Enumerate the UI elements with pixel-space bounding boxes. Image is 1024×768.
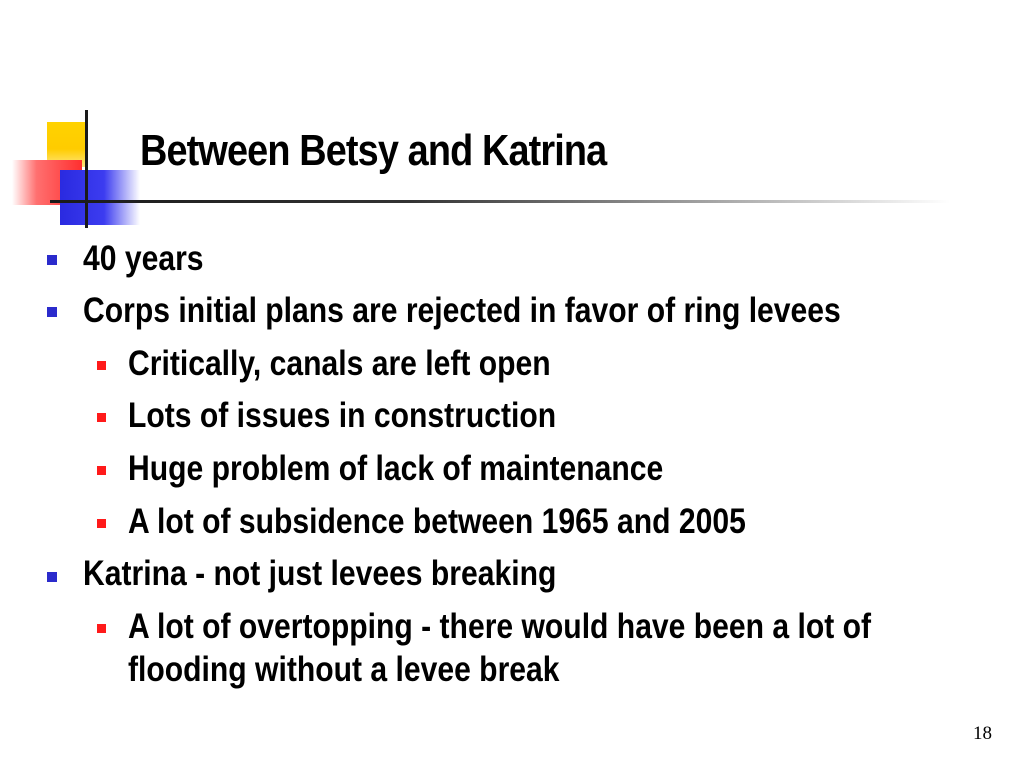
- slide-title: Between Betsy and Katrina: [140, 126, 607, 175]
- bullet-text-level2-continuation: flooding without a levee break: [128, 650, 560, 689]
- bullet-text-level2: Critically, canals are left open: [128, 344, 551, 383]
- slide-logo-decoration: [0, 100, 150, 235]
- bullet-marker: [47, 307, 57, 317]
- bullet-marker: [47, 572, 57, 582]
- bullet-text-level1: Corps initial plans are rejected in favor of ring levees: [83, 291, 841, 330]
- bullet-marker: [97, 413, 106, 422]
- vertical-rule-decoration: [85, 110, 88, 228]
- page-number: 18: [973, 723, 992, 744]
- bullet-marker: [97, 361, 106, 370]
- bullet-marker: [97, 466, 106, 475]
- bullet-text-level2: A lot of overtopping - there would have been a lot of: [128, 607, 872, 646]
- bullet-text-level2: Huge problem of lack of maintenance: [128, 449, 664, 488]
- bullet-text-level2: A lot of subsidence between 1965 and 2005: [128, 502, 746, 541]
- bullet-text-level1: Katrina - not just levees breaking: [83, 554, 557, 593]
- bullet-marker: [97, 519, 106, 528]
- title-underline-rule: [50, 200, 950, 203]
- bullet-text-level1: 40 years: [83, 239, 204, 278]
- bullet-marker: [47, 255, 57, 265]
- blue-square-decoration: [60, 170, 140, 225]
- bullet-text-level2: Lots of issues in construction: [128, 396, 557, 435]
- bullet-marker: [97, 624, 106, 633]
